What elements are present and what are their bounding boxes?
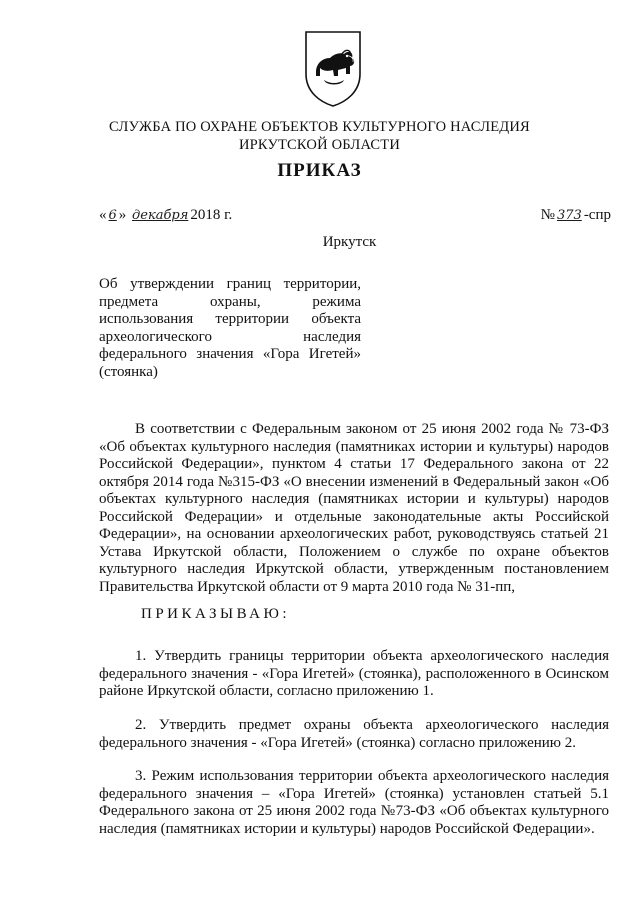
- irkutsk-coat-of-arms-icon: [302, 28, 364, 108]
- order-heading: ПРИКАЗЫВАЮ:: [141, 606, 291, 622]
- document-type-title: ПРИКАЗ: [277, 160, 362, 181]
- number-suffix: -спр: [583, 207, 611, 223]
- date-day-handwritten: 6: [108, 208, 117, 223]
- city-name: Иркутск: [322, 234, 377, 250]
- document-subject: Об утверждении границ территории, предмета охраны, режима использования территории объекта археологического наследия федерального значения «Гора Игетей» (стоянка): [99, 276, 361, 380]
- document-number: [541, 207, 611, 224]
- order-item-2: 2. Утвердить предмет охраны объекта археологического наследия федерального значения - «Гора Игетей» (стоянка) согласно приложению 2.: [99, 717, 609, 751]
- organization-line-2: ИРКУТСКОЙ ОБЛАСТИ: [238, 137, 400, 153]
- number-value-handwritten: 373: [556, 208, 582, 223]
- organization-name: [0, 118, 639, 154]
- preamble-paragraph: В соответствии с Федеральным законом от 25 июня 2002 года № 73-ФЗ «Об объектах культурного наследия (памятниках истории и культуры) народов Российской Федерации», пунктом 4 статьи 17 Федерального закона от 22 октября 2014 года №315-ФЗ «О внесении изменений в Федеральный закон «Об объектах культурного наследия (памятниках истории и культуры) народов Российской Федерации» и отдельные законодательные акты Российской Федерации», на основании археологических работ, руководствуясь статьей 21 Устава Иркутской области, Положением о службе по охране объектов культурного наследия Иркутской области, утвержденным постановлением Правительства Иркутской области от 9 марта 2010 года № 31-пп,: [99, 421, 609, 595]
- date-month-handwritten: декабря: [132, 208, 189, 223]
- date-close-quote: »: [118, 207, 127, 223]
- date-open-quote: «: [99, 207, 107, 223]
- document-date: [99, 207, 232, 224]
- date-year: 2018 г.: [190, 207, 233, 223]
- organization-line-1: СЛУЖБА ПО ОХРАНЕ ОБЪЕКТОВ КУЛЬТУРНОГО НАСЛЕДИЯ: [109, 119, 530, 135]
- order-item-3: 3. Режим использования территории объекта археологического наследия федерального значения – «Гора Игетей» (стоянка) установлен статьей 5.1 Федерального закона от 25 июня 2002 года №73-ФЗ «Об объектах культурного наследия (памятниках истории и культуры) народов Российской Федерации».: [99, 768, 609, 837]
- number-prefix: №: [540, 207, 555, 223]
- order-item-1: 1. Утвердить границы территории объекта археологического наследия федерального значения - «Гора Игетей» (стоянка), расположенного в Осинском районе Иркутской области, согласно приложению 1.: [99, 648, 609, 699]
